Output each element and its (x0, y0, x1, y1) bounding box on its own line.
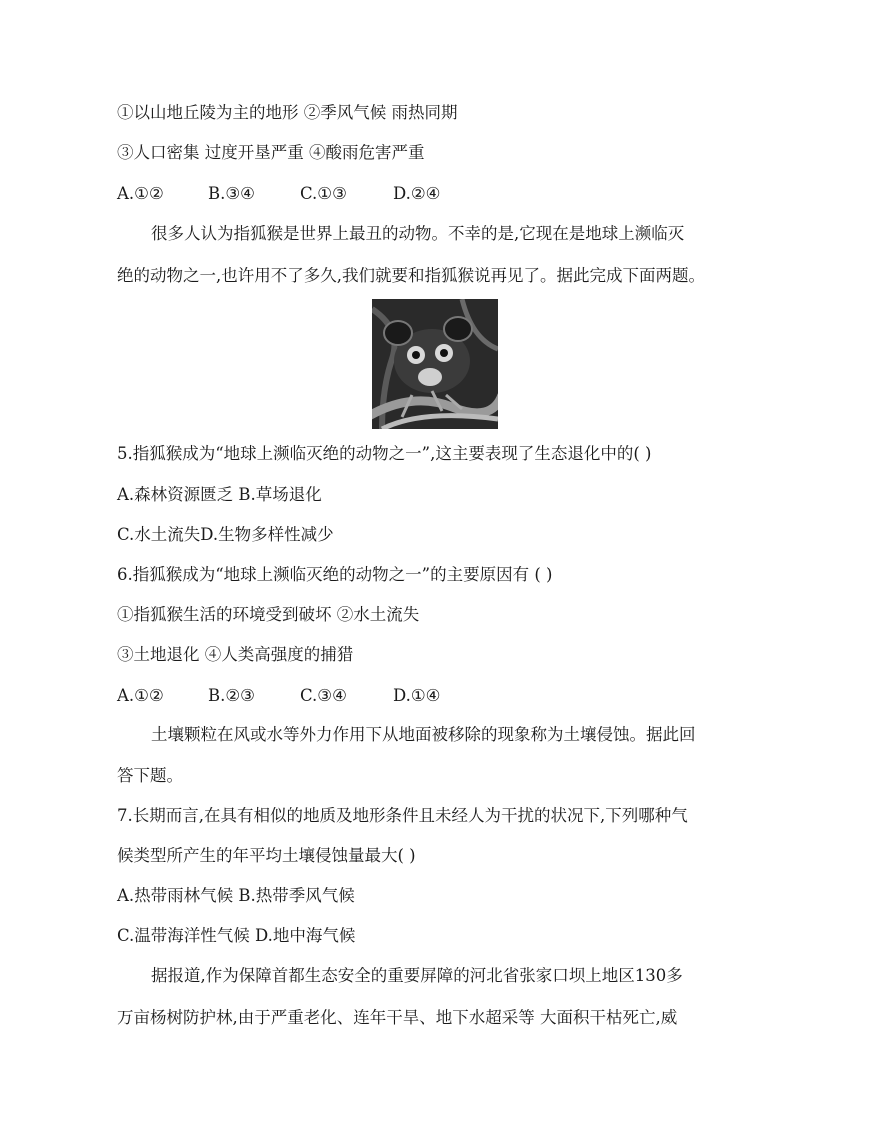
q4-condition-line-1: ①以山地丘陵为主的地形 ②季风气候 雨热同期 (117, 103, 458, 122)
passage3-line-2: 万亩杨树防护林,由于严重老化、连年干旱、地下水超采等 大面积干枯死亡,威 (117, 1008, 678, 1027)
passage1-line-2: 绝的动物之一,也许用不了多久,我们就要和指狐猴说再见了。据此完成下面两题。 (117, 266, 705, 285)
q6-option-c: C.③④ (300, 686, 347, 705)
q6-option-a: A.①② (117, 686, 164, 705)
q6-option-b: B.②③ (208, 686, 255, 705)
q4-option-b: B.③④ (208, 184, 255, 203)
q7-stem-line-1: 7.长期而言,在具有相似的地质及地形条件且未经人为干扰的状况下,下列哪种气 (117, 806, 688, 825)
passage1-line-1: 很多人认为指狐猴是世界上最丑的动物。不幸的是,它现在是地球上濒临灭 (151, 224, 685, 243)
q6-stem: 6.指狐猴成为“地球上濒临灭绝的动物之一”的主要原因有 ( ) (117, 565, 553, 584)
q6-condition-line-2: ③土地退化 ④人类高强度的捕猎 (117, 645, 354, 664)
q6-option-d: D.①④ (393, 686, 441, 705)
q6-condition-line-1: ①指狐猴生活的环境受到破坏 ②水土流失 (117, 605, 420, 624)
q4-condition-line-2: ③人口密集 过度开垦严重 ④酸雨危害严重 (117, 143, 425, 162)
q5-options-ab: A.森林资源匮乏 B.草场退化 (117, 485, 322, 504)
aye-aye-photo (372, 299, 498, 429)
q7-stem-line-2: 候类型所产生的年平均土壤侵蚀量最大( ) (117, 846, 416, 865)
q5-stem: 5.指狐猴成为“地球上濒临灭绝的动物之一”,这主要表现了生态退化中的( ) (117, 444, 652, 463)
q4-option-c: C.①③ (300, 184, 347, 203)
q4-option-a: A.①② (117, 184, 164, 203)
q7-options-cd: C.温带海洋性气候 D.地中海气候 (117, 926, 356, 945)
q7-options-ab: A.热带雨林气候 B.热带季风气候 (117, 886, 355, 905)
passage3-line-1: 据报道,作为保障首都生态安全的重要屏障的河北省张家口坝上地区130多 (151, 966, 683, 985)
q5-options-cd: C.水土流失D.生物多样性减少 (117, 525, 334, 544)
passage2-line-1: 土壤颗粒在风或水等外力作用下从地面被移除的现象称为土壤侵蚀。据此回 (151, 725, 696, 744)
passage2-line-2: 答下题。 (117, 766, 183, 785)
q4-option-d: D.②④ (393, 184, 441, 203)
